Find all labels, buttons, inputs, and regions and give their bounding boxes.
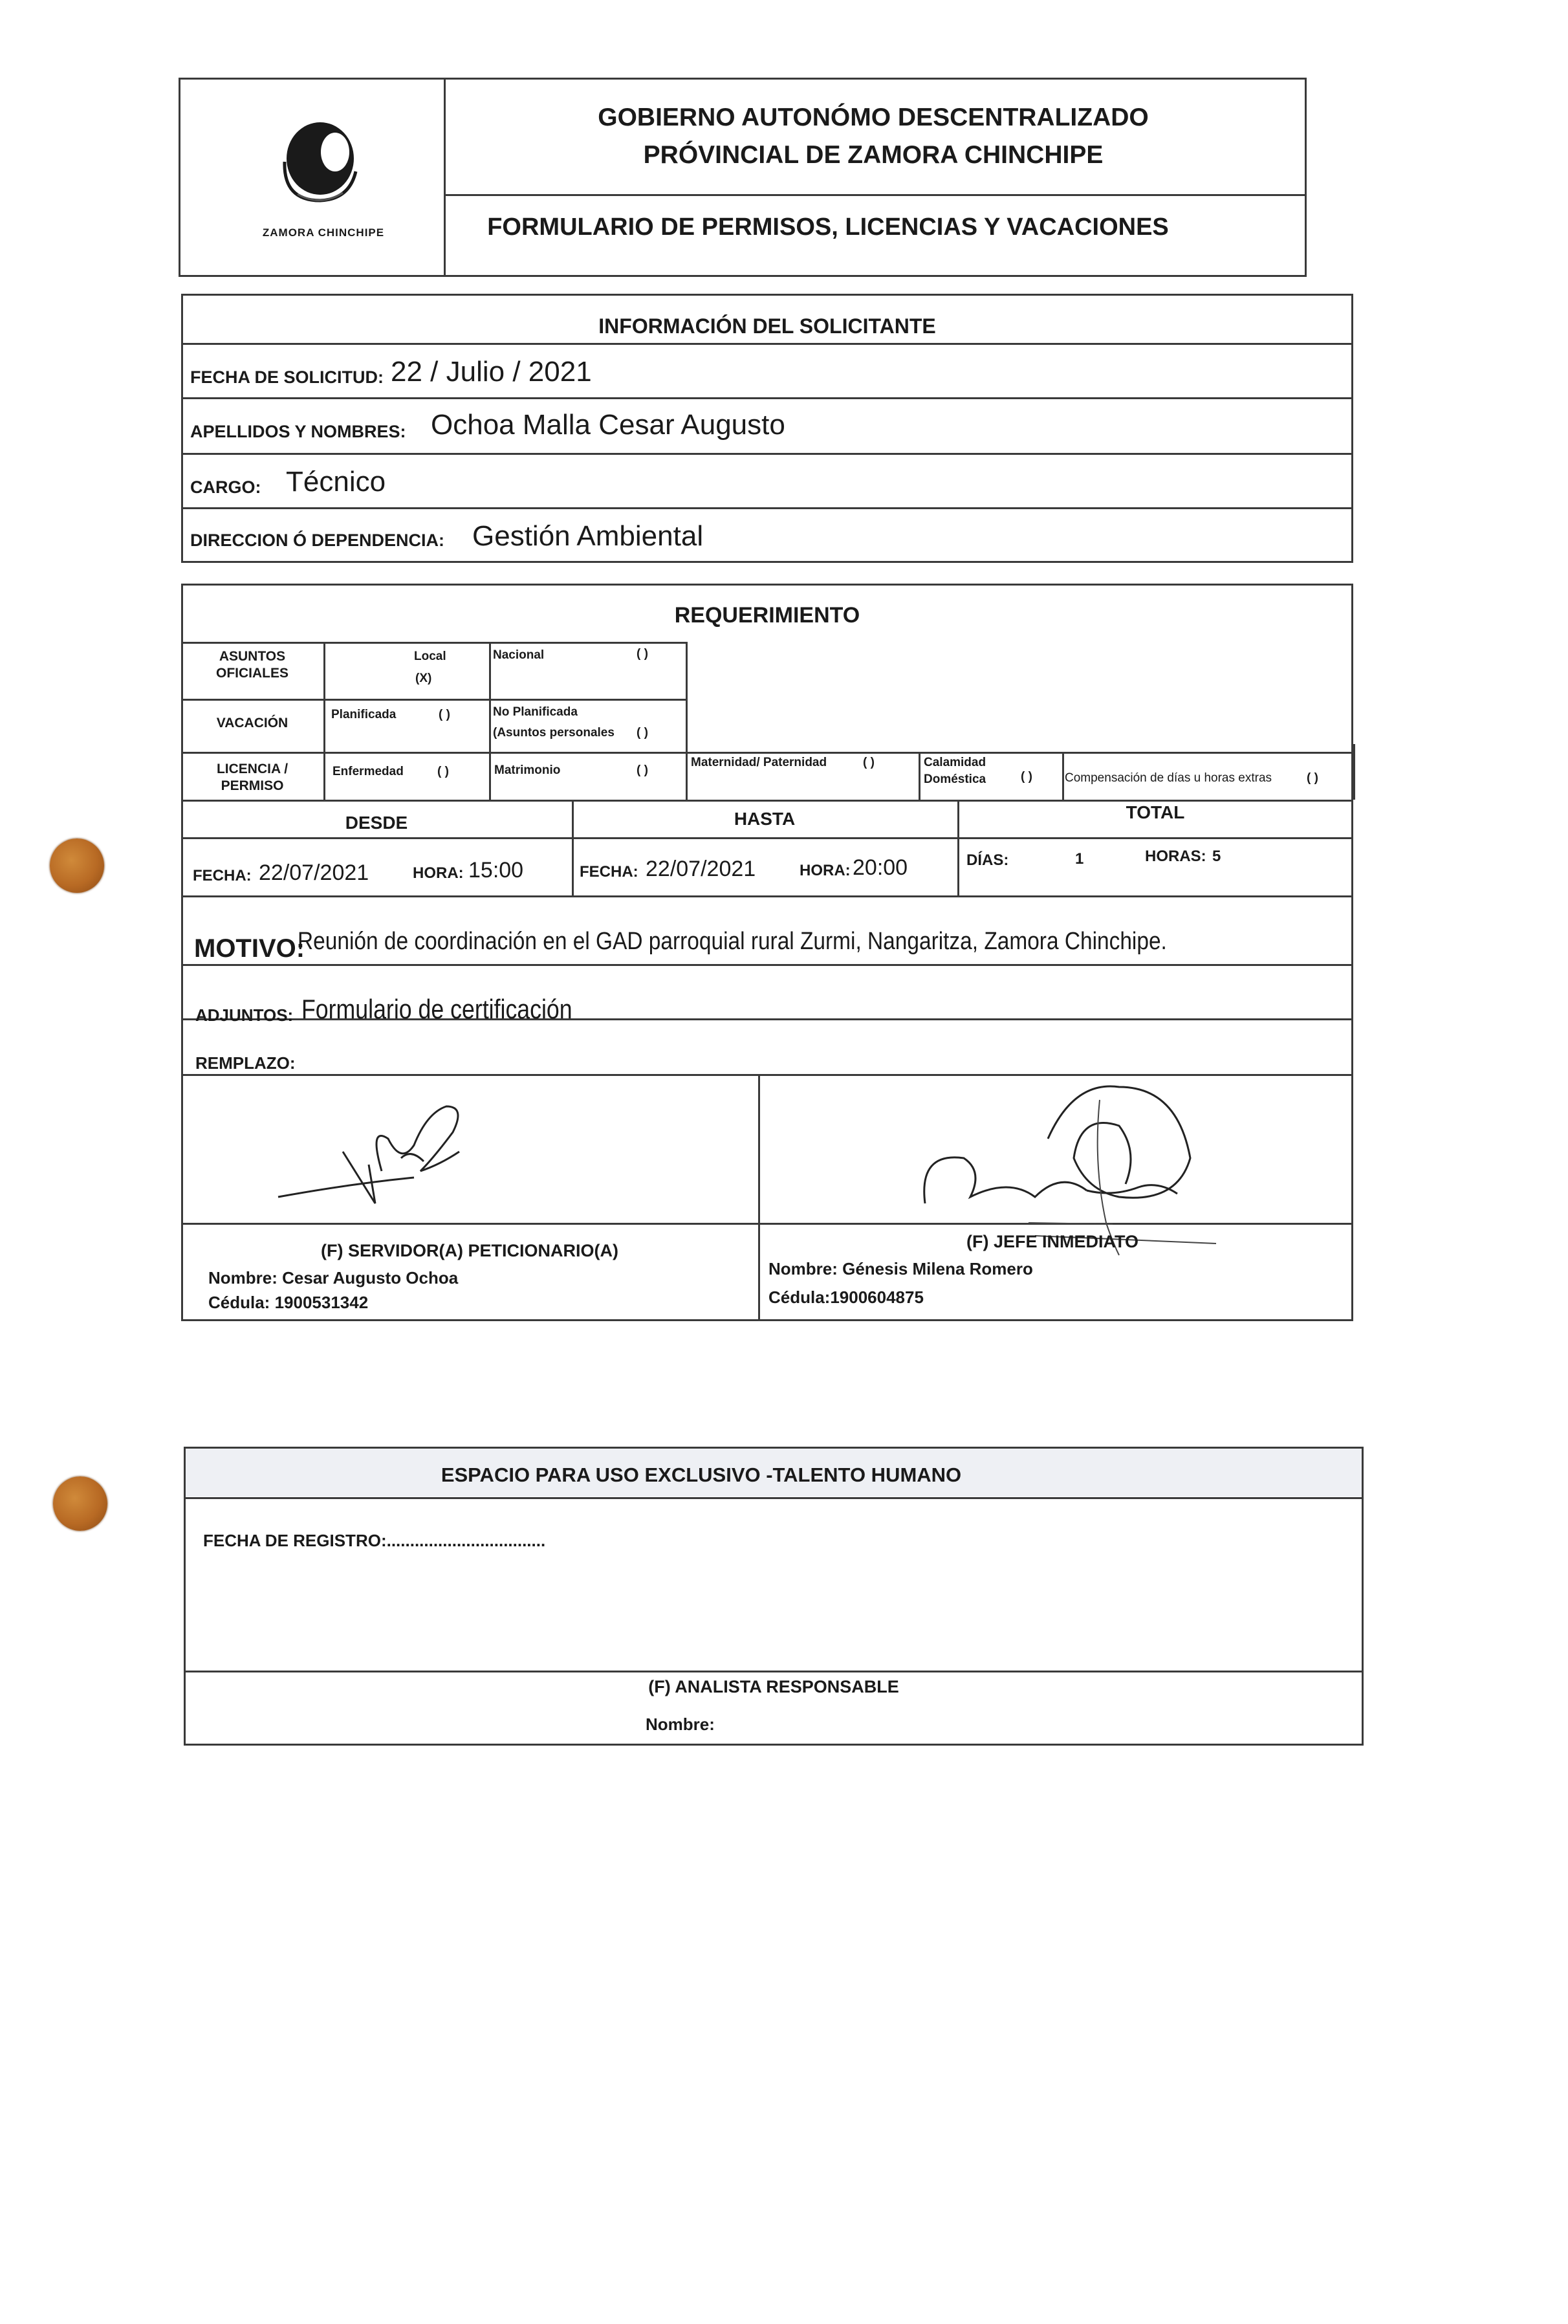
org-title-line1: GOBIERNO AUTONÓMO DESCENTRALIZADO [598,104,1149,131]
dept-label: DIRECCION Ó DEPENDENCIA: [190,531,445,550]
applicant-sign-name: Nombre: Cesar Augusto Ochoa [208,1268,459,1288]
hr-analista-title: (F) ANALISTA RESPONSABLE [648,1677,899,1696]
punch-hole-bottom [53,1476,107,1531]
matrimonio-mark[interactable]: ( ) [637,763,648,777]
hasta-hora-value: 20:00 [853,855,908,880]
dias-value: 1 [1075,850,1084,868]
horas-value: 5 [1212,848,1221,865]
no-planificada-mark[interactable]: ( ) [637,726,648,740]
enfermedad-label: Enfermedad [332,765,404,778]
hasta-fecha-label: FECHA: [580,863,638,881]
role-value: Técnico [286,466,386,498]
compensacion-label: Compensación de días u horas extras [1065,771,1272,785]
logo-text: ZAMORA CHINCHIPE [262,226,385,239]
horas-label: HORAS: [1145,848,1206,865]
hasta-fecha-value: 22/07/2021 [646,857,756,881]
applicant-section-title: INFORMACIÓN DEL SOLICITANTE [598,314,936,338]
planificada-label: Planificada [331,708,397,721]
vacacion-label: VACACIÓN [216,716,289,730]
dept-value: Gestión Ambiental [472,520,704,552]
supervisor-sign-name: Nombre: Génesis Milena Romero [768,1259,1033,1278]
desde-fecha-label: FECHA: [193,867,252,884]
date-value: 22 / Julio / 2021 [391,356,592,388]
desde-hora-value: 15:00 [468,858,524,882]
supervisor-sign-id: Cédula:1900604875 [768,1288,924,1307]
desde-label: DESDE [345,813,408,833]
hr-analista-name: Nombre: [646,1715,715,1734]
calamidad-mark[interactable]: ( ) [1021,770,1032,784]
licencia-permiso-label: LICENCIA / PERMISO [216,762,289,793]
supervisor-sign-title: (F) JEFE INMEDIATO [966,1232,1139,1251]
local-label: Local [414,650,446,663]
requirement-title: REQUERIMIENTO [674,603,860,628]
local-mark[interactable]: (X) [415,672,432,685]
applicant-signature-icon [272,1087,479,1216]
name-label: APELLIDOS Y NOMBRES: [190,422,406,441]
dias-label: DÍAS: [966,851,1009,869]
maternidad-label: Maternidad/ Paternidad [691,756,827,769]
asuntos-oficiales-label: ASUNTOS OFICIALES [215,649,289,681]
motivo-value: Reunión de coordinación en el GAD parroquial rural Zurmi, Nangaritza, Zamora Chinchipe. [298,928,1167,955]
hasta-hora-label: HORA: [800,862,851,879]
org-title-line2: PRÓVINCIAL DE ZAMORA CHINCHIPE [643,141,1104,169]
hr-fecha-registro[interactable]: FECHA DE REGISTRO:.................................. [203,1531,546,1550]
role-label: CARGO: [190,477,261,497]
adjuntos-value: Formulario de certificación [301,994,572,1024]
adjuntos-label: ADJUNTOS: [195,1005,294,1025]
desde-fecha-value: 22/07/2021 [259,861,369,885]
form-title: FORMULARIO DE PERMISOS, LICENCIAS Y VACACIONES [487,214,1169,241]
motivo-label: MOTIVO: [194,934,305,963]
punch-hole-top [50,839,104,893]
matrimonio-label: Matrimonio [494,763,561,777]
calamidad-label: Calamidad Doméstica [924,756,986,786]
applicant-sign-id: Cédula: 1900531342 [208,1293,369,1312]
no-planificada-label: No Planificada [493,705,578,719]
hasta-label: HASTA [734,809,796,829]
applicant-sign-title: (F) SERVIDOR(A) PETICIONARIO(A) [321,1241,618,1260]
logo-icon [259,116,375,220]
desde-hora-label: HORA: [413,864,464,882]
total-label: TOTAL [1126,802,1185,822]
planificada-mark[interactable]: ( ) [439,708,450,721]
hr-section-title: ESPACIO PARA USO EXCLUSIVO -TALENTO HUMANO [441,1463,962,1486]
no-planificada-sub: (Asuntos personales [493,726,615,740]
nacional-label: Nacional [493,648,545,662]
remplazo-label: REMPLAZO: [195,1053,296,1073]
compensacion-mark[interactable]: ( ) [1307,771,1318,785]
enfermedad-mark[interactable]: ( ) [437,765,449,778]
nacional-mark[interactable]: ( ) [637,647,648,661]
maternidad-mark[interactable]: ( ) [863,756,875,769]
name-value: Ochoa Malla Cesar Augusto [431,409,785,441]
date-label: FECHA DE SOLICITUD: [190,367,384,387]
